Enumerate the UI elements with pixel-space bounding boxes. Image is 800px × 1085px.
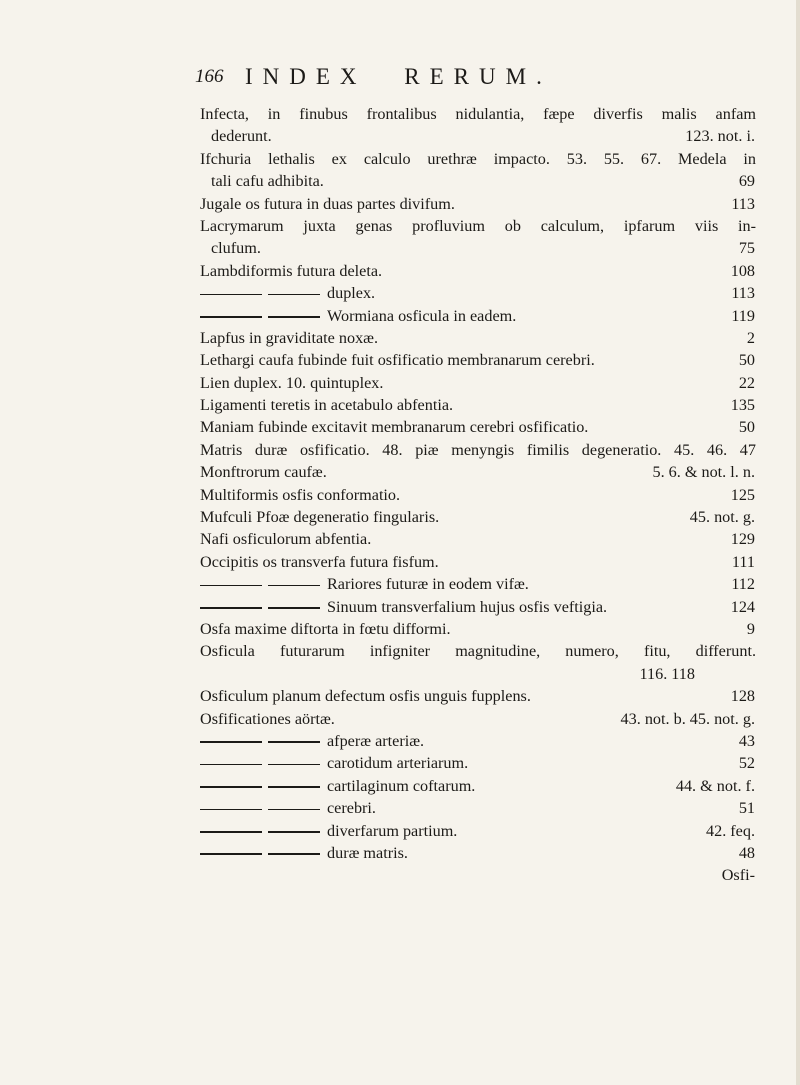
ditto-dash bbox=[200, 294, 262, 296]
index-entry bbox=[0, 596, 800, 618]
index-entry bbox=[0, 685, 800, 707]
entry-ref: 52 bbox=[738, 754, 755, 773]
entry-text: Occipitis os transverfa futura fisfum. bbox=[200, 552, 439, 571]
ditto-dash bbox=[200, 585, 262, 587]
entry-ref: 128 bbox=[730, 687, 755, 706]
ditto-dash bbox=[268, 831, 320, 833]
entry-text: Jugale os futura in duas partes divifum. bbox=[200, 194, 455, 213]
entry-ref: 111 bbox=[731, 552, 755, 571]
index-entry bbox=[0, 551, 800, 573]
ditto-dash bbox=[268, 294, 320, 296]
catchword: Osfi- bbox=[721, 866, 755, 885]
ditto-dash bbox=[268, 853, 320, 855]
entry-text: Mufculi Pfoæ degeneratio fingularis. bbox=[200, 508, 440, 527]
entry-ref: 113 bbox=[731, 194, 755, 213]
index-entry bbox=[0, 640, 800, 662]
entry-ref: 112 bbox=[731, 575, 755, 594]
entry-ref: 119 bbox=[731, 306, 755, 325]
entry-ref: 75 bbox=[738, 239, 755, 258]
entry-text: diverfarum partium. bbox=[327, 821, 458, 840]
entry-text: Osficula futurarum infigniter magnitudine, numero, fitu, differunt. bbox=[200, 642, 756, 661]
ditto-dash bbox=[268, 741, 320, 743]
page-number: 166 bbox=[195, 66, 224, 87]
entry-text: Lacrymarum juxta genas profluvium ob calculum, ipfarum viis in- bbox=[200, 216, 756, 235]
index-entry bbox=[0, 842, 800, 864]
entry-text: Nafi osficulorum abfentia. bbox=[200, 530, 372, 549]
ditto-dash bbox=[200, 741, 262, 743]
index-entry bbox=[0, 349, 800, 371]
entry-text: Lien duplex. 10. quintuplex. bbox=[200, 373, 384, 392]
index-entry bbox=[0, 237, 800, 259]
entry-text: Ligamenti teretis in acetabulo abfentia. bbox=[200, 396, 454, 415]
index-entry bbox=[0, 506, 800, 528]
index-entries bbox=[0, 103, 800, 887]
entry-text: Lethargi caufa fubinde fuit osfificatio membranarum cerebri. bbox=[200, 351, 595, 370]
entry-ref: 135 bbox=[730, 396, 755, 415]
ditto-dash bbox=[268, 316, 320, 318]
index-entry bbox=[0, 752, 800, 774]
entry-ref: 44. & not. f. bbox=[675, 776, 755, 795]
entry-text: duræ matris. bbox=[327, 843, 408, 862]
ditto-dash bbox=[200, 853, 262, 855]
entry-text: Osfificationes aörtæ. bbox=[200, 709, 335, 728]
index-entry bbox=[0, 864, 800, 886]
entry-ref: 9 bbox=[746, 619, 755, 638]
ditto-dash bbox=[268, 585, 320, 587]
index-entry bbox=[0, 484, 800, 506]
entry-text: clufum. bbox=[211, 239, 261, 258]
entry-ref: 48 bbox=[738, 843, 755, 862]
ditto-dash bbox=[200, 831, 262, 833]
index-entry bbox=[0, 730, 800, 752]
index-entry bbox=[0, 305, 800, 327]
entry-ref: 50 bbox=[738, 351, 755, 370]
entry-text: afperæ arteriæ. bbox=[327, 731, 425, 750]
index-entry bbox=[0, 103, 800, 125]
index-entry bbox=[0, 260, 800, 282]
index-entry bbox=[0, 708, 800, 730]
entry-text: duplex. bbox=[327, 284, 376, 303]
entry-ref: 43. not. b. 45. not. g. bbox=[620, 709, 755, 728]
entry-ref: 108 bbox=[730, 261, 755, 280]
index-entry bbox=[0, 663, 800, 685]
entry-text: dederunt. bbox=[211, 127, 272, 146]
ditto-dash bbox=[200, 607, 262, 609]
entry-ref: 2 bbox=[746, 328, 755, 347]
ditto-dash bbox=[200, 786, 262, 788]
ditto-dash bbox=[268, 764, 320, 766]
entry-ref: 124 bbox=[730, 597, 755, 616]
entry-ref: 50 bbox=[738, 418, 755, 437]
ditto-dash bbox=[200, 809, 262, 811]
index-entry bbox=[0, 820, 800, 842]
entry-text: Monftrorum caufæ. bbox=[200, 463, 327, 482]
index-entry bbox=[0, 416, 800, 438]
entry-text: Multiformis osfis conformatio. bbox=[200, 485, 401, 504]
index-entry bbox=[0, 282, 800, 304]
entry-text: tali cafu adhibita. bbox=[211, 172, 324, 191]
index-entry bbox=[0, 797, 800, 819]
entry-text: Rariores futuræ in eodem vifæ. bbox=[327, 575, 529, 594]
index-entry bbox=[0, 148, 800, 170]
entry-text: Osficulum planum defectum osfis unguis fupplens. bbox=[200, 687, 531, 706]
entry-ref: 129 bbox=[730, 530, 755, 549]
ditto-dash bbox=[268, 809, 320, 811]
entry-ref: 5. 6. & not. l. n. bbox=[652, 463, 755, 482]
entry-ref: 42. feq. bbox=[706, 821, 755, 840]
ditto-dash bbox=[200, 316, 262, 318]
index-entry bbox=[0, 573, 800, 595]
index-entry bbox=[0, 528, 800, 550]
index-entry bbox=[0, 461, 800, 483]
entry-text: Infecta, in finubus frontalibus nidulantia, fæpe diverfis malis anfam bbox=[200, 105, 756, 123]
entry-ref: 116. 118 bbox=[639, 664, 695, 683]
entry-text: Lambdiformis futura deleta. bbox=[200, 261, 383, 280]
ditto-dash bbox=[268, 607, 320, 609]
entry-ref: 43 bbox=[738, 731, 755, 750]
entry-ref: 45. not. g. bbox=[689, 508, 755, 527]
ditto-dash bbox=[200, 764, 262, 766]
index-entry bbox=[0, 327, 800, 349]
entry-text: Maniam fubinde excitavit membranarum cerebri osfificatio. bbox=[200, 418, 589, 437]
entry-ref: 123. not. i. bbox=[685, 127, 755, 146]
entry-text: Ifchuria lethalis ex calculo urethræ impacto. 53. 55. 67. Medela in bbox=[200, 149, 756, 168]
entry-text: cartilaginum coftarum. bbox=[327, 776, 476, 795]
index-entry bbox=[0, 193, 800, 215]
entry-ref: 51 bbox=[738, 799, 755, 818]
index-entry bbox=[0, 170, 800, 192]
entry-text: cerebri. bbox=[327, 799, 376, 818]
entry-text: carotidum arteriarum. bbox=[327, 754, 469, 773]
page-header bbox=[195, 64, 755, 96]
index-entry bbox=[0, 372, 800, 394]
entry-ref: 69 bbox=[738, 172, 755, 191]
index-entry bbox=[0, 618, 800, 640]
entry-ref: 125 bbox=[730, 485, 755, 504]
page-edge bbox=[796, 0, 800, 1085]
entry-text: Osfa maxime diftorta in fœtu difformi. bbox=[200, 619, 451, 638]
entry-ref: 113 bbox=[731, 284, 755, 303]
index-entry bbox=[0, 439, 800, 461]
entry-ref: 22 bbox=[738, 373, 755, 392]
entry-text: Sinuum transverfalium hujus osfis veftigia. bbox=[327, 597, 608, 616]
entry-text: Lapfus in graviditate noxæ. bbox=[200, 328, 379, 347]
ditto-dash bbox=[268, 786, 320, 788]
entry-text: Matris duræ osfificatio. 48. piæ menyngis fimilis degeneratio. 45. 46. 47 bbox=[200, 440, 756, 459]
index-entry bbox=[0, 215, 800, 237]
index-entry bbox=[0, 775, 800, 797]
entry-text: Wormiana osficula in eadem. bbox=[327, 306, 517, 325]
index-entry bbox=[0, 125, 800, 147]
index-entry bbox=[0, 394, 800, 416]
page-title: INDEX RERUM. bbox=[245, 64, 552, 89]
